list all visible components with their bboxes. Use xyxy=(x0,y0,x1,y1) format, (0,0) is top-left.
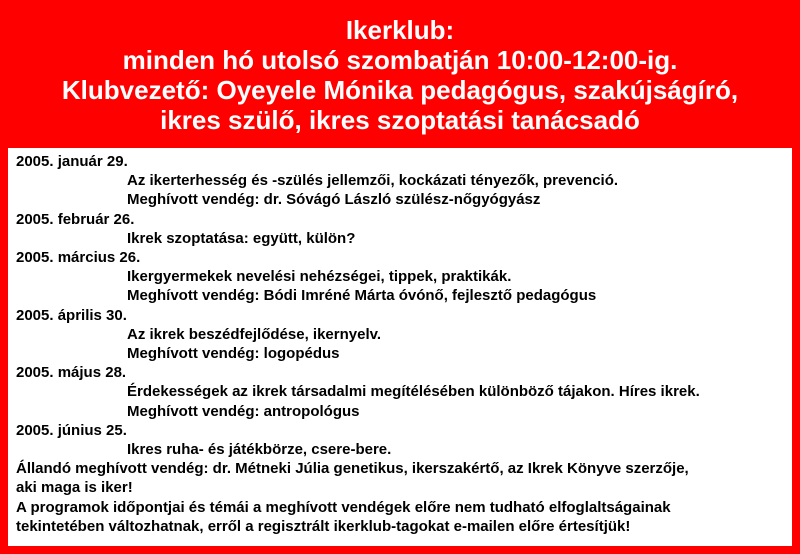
change-notice xyxy=(16,498,792,536)
event-guest: Meghívott vendég: Bódi Imréné Márta óvónő, fejlesztő pedagógus xyxy=(127,287,597,305)
event-topic: Érdekességek az ikrek társadalmi megítélésében különböző tájakon. Híres ikrek. xyxy=(127,383,700,401)
event-date: 2005. április 30. xyxy=(16,306,127,324)
program-panel xyxy=(8,148,792,546)
event-item xyxy=(16,248,792,306)
permanent-guest-line: Állandó meghívott vendég: dr. Métneki Júlia genetikus, ikerszakértő, az Ikrek Könyve szerzője, xyxy=(16,460,689,478)
event-guest: Meghívott vendég: logopédus xyxy=(127,345,340,363)
event-topic: Az ikrek beszédfejlődése, ikernyelv. xyxy=(127,325,382,343)
event-topic: Az ikerterhesség és -szülés jellemzői, kockázati tényezők, prevenció. xyxy=(127,172,619,190)
notice-line: A programok időpontjai és témái a meghívott vendégek előre nem tudható elfoglaltságainak xyxy=(16,498,671,516)
event-item xyxy=(16,306,792,364)
permanent-guest-line: aki maga is iker! xyxy=(16,479,133,497)
club-leader-line: Klubvezető: Oyeyele Mónika pedagógus, szakújságíró, xyxy=(61,75,739,105)
event-item xyxy=(16,210,792,248)
event-date: 2005. június 25. xyxy=(16,421,127,439)
event-date: 2005. május 28. xyxy=(16,364,127,382)
event-guest: Meghívott vendég: dr. Sóvágó László szülész-nőgyógyász xyxy=(127,191,541,209)
event-item xyxy=(16,421,792,459)
club-leader-roles: ikres szülő, ikres szoptatási tanácsadó xyxy=(160,105,640,135)
event-item xyxy=(16,363,792,421)
event-date: 2005. március 26. xyxy=(16,249,141,267)
header-banner xyxy=(0,0,800,146)
club-title: Ikerklub: xyxy=(345,15,455,45)
meeting-schedule: minden hó utolsó szombatján 10:00-12:00-ig. xyxy=(122,45,678,75)
event-topic: Ikergyermekek nevelési nehézségei, tippek, praktikák. xyxy=(127,268,512,286)
event-topic: Ikres ruha- és játékbörze, csere-bere. xyxy=(127,441,392,459)
event-guest: Meghívott vendég: antropológus xyxy=(127,402,360,420)
notice-line: tekintetében változhatnak, erről a regisztrált ikerklub-tagokat e-mailen előre értesítjük! xyxy=(16,517,631,535)
event-item xyxy=(16,152,792,210)
permanent-guest-note xyxy=(16,459,792,497)
event-topic: Ikrek szoptatása: együtt, külön? xyxy=(127,229,356,247)
event-date: 2005. február 26. xyxy=(16,210,135,228)
event-date: 2005. január 29. xyxy=(16,153,128,170)
